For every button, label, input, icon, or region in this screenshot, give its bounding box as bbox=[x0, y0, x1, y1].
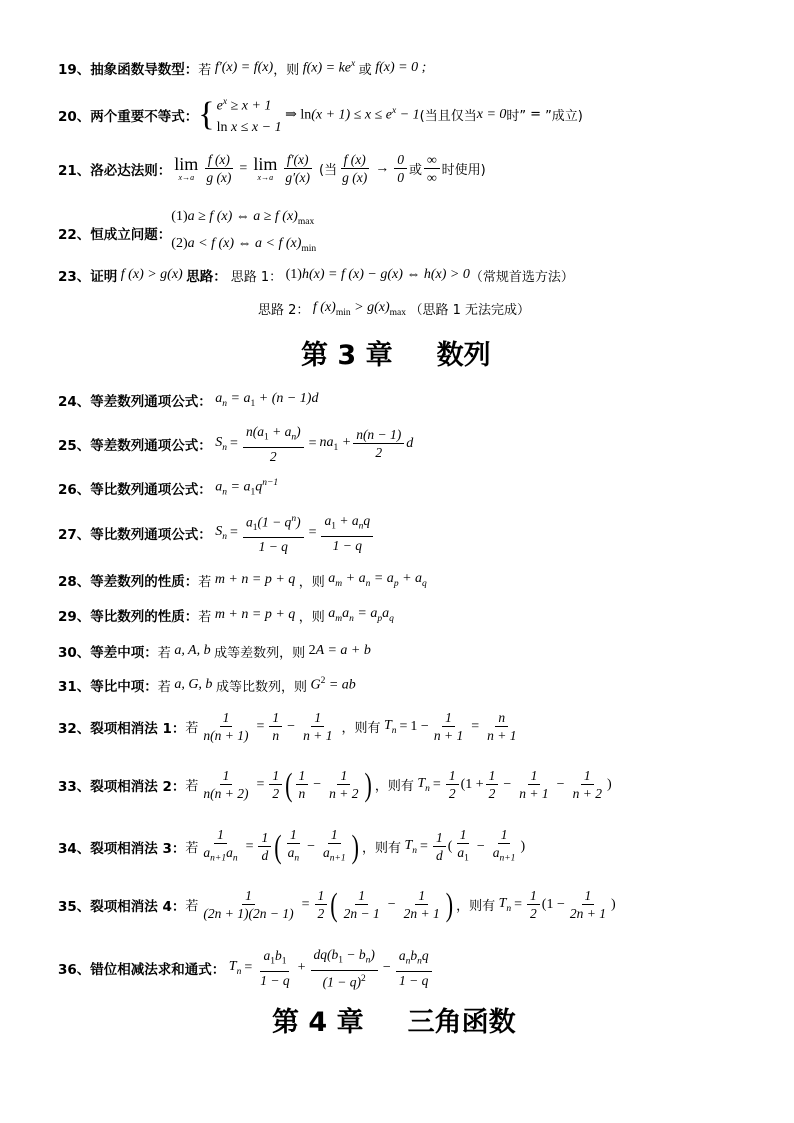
formula-geo-general-term: $a_n = a_1q^{n-1}$ bbox=[211, 478, 279, 498]
formula-item-29 bbox=[58, 605, 394, 625]
fraction-one-over-d: $\frac{1}{d}$ bbox=[433, 830, 446, 863]
fraction-result-b: $\frac{1}{n + 2}$ bbox=[572, 768, 602, 801]
text-or: 或 bbox=[358, 62, 372, 78]
fraction-last-term: $\frac{a_nb_nq}{1 - q}$ bbox=[396, 948, 432, 988]
item-number: 19、 bbox=[58, 62, 91, 78]
condition-max: (1)a ≥ f (x) ⇔ a ≥ f $(x)_{max}$ bbox=[171, 209, 315, 227]
idea-1-label: 思路 1： bbox=[230, 269, 283, 285]
item-title: 裂项相消法 1： bbox=[90, 720, 186, 737]
formula-derivative-eq: f′(x) = f(x) bbox=[211, 60, 274, 75]
fraction-result: $\frac{1}{2n + 1}$ bbox=[569, 888, 606, 921]
chapter-label: 第 3 章 bbox=[301, 340, 393, 371]
fraction-term: $\frac{1}{n(n + 1)}$ bbox=[203, 710, 249, 743]
fraction-zero-zero: $\frac{0}{0}$ bbox=[394, 152, 407, 185]
condition-equal-sign: = bbox=[530, 107, 542, 123]
text-then-have: ，则有 bbox=[341, 721, 381, 736]
formula-one: 1 − bbox=[410, 718, 429, 734]
item-number: 30、 bbox=[58, 645, 91, 661]
formula-idea-1: (1)h(x) = f (x) − g(x) ⇔ h(x) > 0 bbox=[285, 267, 470, 282]
formula-sum-symbol: $T_n$ bbox=[400, 837, 418, 856]
item-title: 等差数列通项公式： bbox=[90, 394, 212, 410]
fraction-first-term: $\frac{a_1b_1}{1 - q}$ bbox=[260, 948, 290, 988]
inequality-exp: $e^x \ge x + 1$ bbox=[216, 97, 272, 114]
formula-item-25: 25、 等差数列通项公式： $S_n$ = $\frac{n(a_1 + a_n)}{2}$ = $na_1$ + $\frac{n(n - 1)}{2}$ d bbox=[58, 424, 414, 464]
condition-x-zero: x = 0 bbox=[476, 106, 507, 122]
item-number: 29、 bbox=[58, 609, 91, 625]
formula-sum-symbol: $T_n$ bbox=[495, 895, 512, 914]
fraction-derivatives: $\frac{f'(x)}{g'(x)}$ bbox=[285, 152, 311, 185]
formula-item-33: 33、 裂项相消法 2： 若 $\frac{1}{n(n + 2)}$ = $\frac{1}{2}$ ( $\frac{1}{n}$ − $\frac{1}{n + 2}$ ) ，则有 $T_n$ = $\frac{1}{2}$ (1 + $\frac{1}{2}$ − $\frac{1}{n + 1}$ − $\frac{1}{n + 2}$ ) bbox=[58, 765, 612, 803]
fraction-part-a: $\frac{1}{n}$ bbox=[296, 768, 309, 801]
text-if: 若 bbox=[157, 679, 171, 695]
item-number: 33、 bbox=[58, 778, 91, 795]
condition-when: (当 bbox=[319, 163, 338, 178]
paren-close: ) bbox=[445, 885, 454, 923]
formula-geo-mean: $G^2$ = ab bbox=[306, 676, 356, 693]
constant-conditions bbox=[171, 206, 316, 260]
item-title: 裂项相消法 3： bbox=[90, 840, 186, 857]
formula-item-22 bbox=[58, 206, 316, 260]
item-title-idea: 思路： bbox=[186, 269, 227, 285]
fraction-part-b: $\frac{1}{n + 1}$ bbox=[303, 710, 333, 743]
fraction-part-b: $\frac{1}{a_{n+1}}$ bbox=[322, 827, 346, 864]
formula-item-34: 34、 裂项相消法 3： 若 $\frac{1}{a_{n+1}a_n}$ = $\frac{1}{d}$ ( $\frac{1}{a_n}$ − $\frac{1}{a_{n+1}}$ ) ，则有 $T_n$ = $\frac{1}{d}$ ( $\frac{1}{a_1}$ − $\frac{1}{a_{n+1}}$ ) bbox=[58, 827, 526, 865]
item-title: 等比中项： bbox=[90, 679, 158, 695]
formula-item-31 bbox=[58, 675, 356, 695]
formula-one: (1 − bbox=[541, 896, 565, 912]
fraction-result-a: $\frac{1}{n + 1}$ bbox=[519, 768, 549, 801]
fraction-part-b: $\frac{1}{2n + 1}$ bbox=[403, 888, 440, 921]
idea-2-note: （思路 1 无法完成） bbox=[409, 303, 531, 318]
text-then-have: ，则有 bbox=[374, 779, 414, 794]
formula-sum-symbol: $T_n$ bbox=[380, 717, 397, 736]
formula-one: (1 + bbox=[460, 776, 484, 792]
item-number: 35、 bbox=[58, 898, 91, 915]
text-if: 若 bbox=[185, 721, 199, 736]
item-number: 32、 bbox=[58, 720, 91, 737]
condition-when: 时” bbox=[506, 109, 527, 125]
formula-arith-sum-term: $na_1$ + bbox=[319, 434, 352, 453]
formula-f-gt-g: f (x) > g(x) bbox=[117, 267, 187, 282]
formula-close: ) bbox=[610, 896, 616, 912]
formula-close: ) bbox=[520, 838, 526, 854]
fraction-result-b: $\frac{1}{a_{n+1}}$ bbox=[492, 827, 516, 864]
item-title: 洛必达法则： bbox=[90, 162, 172, 179]
formula-item-36: 36、 错位相减法求和通式： $T_n$ = $\frac{a_1b_1}{1 - q}$ + $\frac{dq(b_1 - b_n)}{(1 - q)^2}$ − $\frac{a_nb_nq}{1 - q}$ bbox=[58, 947, 434, 989]
formula-item-35: 35、 裂项相消法 4： 若 $\frac{1}{(2n + 1)(2n - 1)}$ = $\frac{1}{2}$ ( $\frac{1}{2n - 1}$ − $\frac{1}{2n + 1}$ ) ，则有 $T_n$ = $\frac{1}{2}$ (1 − $\frac{1}{2n + 1}$ ) bbox=[58, 885, 616, 923]
inequality-system bbox=[217, 92, 282, 138]
formula-idea-2: f $(x)_{min} > g(x)_{max}$ bbox=[309, 299, 406, 318]
formula-item-24 bbox=[58, 390, 318, 410]
formula-arith-general-term: $a_n = a_1 + (n - 1)d$ bbox=[211, 391, 319, 409]
formula-item-21: 21、 洛必达法则： lim x→a $\frac{f (x)}{g (x)}$ = lim x→a $\frac{f'(x)}{g'(x)}$ (当 $\frac{f (x)}{g (x)}$ → $\frac{0}{0}$ 或 $\frac{\infty}{\infty}$ 时使用) bbox=[58, 152, 486, 185]
fraction-term: $\frac{1}{n(n + 2)}$ bbox=[203, 768, 249, 801]
item-number: 25、 bbox=[58, 437, 91, 454]
formula-sum-symbol: $T_n$ bbox=[225, 959, 242, 977]
text-condition: 成等差数列，则 bbox=[214, 645, 306, 661]
paren-close: ) bbox=[351, 827, 359, 865]
item-title: 等比数列通项公式： bbox=[90, 482, 212, 498]
formula-terms: a, G, b bbox=[170, 677, 216, 692]
fraction-result-a: $\frac{1}{a_1}$ bbox=[457, 827, 469, 864]
item-title: 两个重要不等式： bbox=[90, 108, 199, 125]
item-number: 28、 bbox=[58, 574, 91, 590]
item-title: 恒成立问题： bbox=[90, 226, 172, 243]
formula-sum-symbol: $S_n$ bbox=[211, 434, 228, 453]
formula-item-28 bbox=[58, 570, 427, 590]
formula-sum-symbol: $T_n$ bbox=[413, 775, 430, 794]
formula-item-26 bbox=[58, 478, 278, 498]
fraction-middle-term: $\frac{dq(b_1 - b_n)}{(1 - q)^2}$ bbox=[311, 947, 378, 989]
paren-close: ) bbox=[364, 765, 372, 803]
fraction-part-a: $\frac{1}{a_n}$ bbox=[287, 827, 300, 864]
fraction-half: $\frac{1}{2}$ bbox=[315, 888, 328, 921]
fraction-arith-sum-2: $\frac{n(n - 1)}{2}$ bbox=[353, 427, 404, 460]
formula-item-23 bbox=[58, 265, 574, 285]
item-title: 等比数列通项公式： bbox=[90, 527, 212, 544]
item-title: 等差中项： bbox=[90, 645, 158, 661]
fraction-half-2: $\frac{1}{2}$ bbox=[486, 768, 499, 801]
text-use: 时使用) bbox=[441, 163, 486, 178]
formula-geo-property: $a_ma_n = a_pa_q$ bbox=[324, 606, 394, 624]
fraction-part-b: $\frac{1}{n + 2}$ bbox=[329, 768, 359, 801]
fraction-term: $\frac{1}{(2n + 1)(2n - 1)}$ bbox=[203, 888, 294, 921]
formula-item-30 bbox=[58, 641, 371, 661]
formula-sum-symbol: $S_n$ bbox=[211, 524, 228, 542]
text-then: ，则 bbox=[298, 574, 325, 590]
item-title: 等比数列的性质： bbox=[90, 609, 199, 625]
limit-symbol: lim x→a bbox=[174, 154, 199, 182]
text-condition: 成等比数列，则 bbox=[215, 679, 307, 695]
fraction-part-a: $\frac{1}{2n - 1}$ bbox=[343, 888, 380, 921]
formula-d: d bbox=[406, 435, 414, 451]
paren-open: ( bbox=[285, 765, 293, 803]
condition-open: (当且仅当 bbox=[419, 109, 477, 125]
chapter-heading-4 bbox=[272, 1000, 516, 1039]
fraction-half: $\frac{1}{2}$ bbox=[446, 768, 459, 801]
inequality-ln: ln x ≤ x − 1 bbox=[216, 119, 282, 135]
fraction-half: $\frac{1}{2}$ bbox=[269, 768, 282, 801]
item-number: 21、 bbox=[58, 162, 91, 179]
fraction-arith-sum-1: $\frac{n(a_1 + a_n)}{2}$ bbox=[243, 424, 304, 464]
formula-item-19 bbox=[58, 58, 426, 78]
limit-symbol: lim x→a bbox=[253, 154, 278, 182]
formula-solution-zero: f(x) = 0 ; bbox=[371, 60, 427, 75]
text-if: 若 bbox=[198, 609, 212, 625]
formula-close: ) bbox=[606, 776, 612, 792]
formula-arith-mean: 2A = a + b bbox=[308, 643, 371, 658]
fraction-part-a: $\frac{1}{n}$ bbox=[269, 710, 282, 743]
text-then-have: ，则有 bbox=[361, 841, 401, 857]
fraction-inf-inf: $\frac{\infty}{\infty}$ bbox=[424, 152, 440, 185]
chapter-name: 数列 bbox=[436, 340, 491, 371]
text-if: 若 bbox=[185, 841, 199, 857]
item-title-prove: 证明 bbox=[90, 269, 118, 285]
text-if: 若 bbox=[185, 779, 199, 794]
fraction-half: $\frac{1}{2}$ bbox=[527, 888, 540, 921]
item-number: 20、 bbox=[58, 108, 91, 125]
formula-item-23-idea2 bbox=[258, 299, 530, 318]
paren-open: ( bbox=[274, 827, 282, 865]
text-if: 若 bbox=[198, 574, 212, 590]
fraction-geo-sum-1: $\frac{a_1(1 - q^n)}{1 - q}$ bbox=[243, 512, 304, 554]
text-if: 若 bbox=[157, 645, 171, 661]
formula-index-condition: m + n = p + q bbox=[211, 572, 299, 587]
fraction-result-final: $\frac{n}{n + 1}$ bbox=[487, 710, 517, 743]
fraction-one-over-d: $\frac{1}{d}$ bbox=[258, 830, 271, 863]
item-title: 裂项相消法 2： bbox=[90, 778, 186, 795]
item-number: 22、 bbox=[58, 226, 91, 243]
text-then: ，则 bbox=[273, 62, 300, 78]
formula-solution-exp: $f(x) = ke^x$ bbox=[299, 59, 356, 76]
text-if: 若 bbox=[185, 899, 199, 914]
item-title: 裂项相消法 4： bbox=[90, 898, 186, 915]
item-title: 抽象函数导数型： bbox=[90, 62, 199, 78]
brace-symbol: { bbox=[198, 95, 215, 133]
text-then: ，则 bbox=[298, 609, 325, 625]
formula-index-condition: m + n = p + q bbox=[211, 607, 299, 622]
item-number: 36、 bbox=[58, 962, 91, 979]
formula-combined-inequality: ⇒ $\ln(x + 1) \le x \le e^x - 1$ bbox=[281, 106, 420, 123]
item-title: 等差数列通项公式： bbox=[90, 437, 212, 454]
fraction-geo-sum-2: $\frac{a_1 + a_nq}{1 - q}$ bbox=[321, 513, 373, 553]
chapter-heading-3 bbox=[301, 333, 491, 372]
formula-item-27: 27、 等比数列通项公式： $S_n$ = $\frac{a_1(1 - q^n)}{1 - q}$ = $\frac{a_1 + a_nq}{1 - q}$ bbox=[58, 512, 375, 554]
formula-open: ( bbox=[447, 838, 453, 854]
chapter-label: 第 4 章 bbox=[272, 1007, 364, 1038]
chapter-name: 三角函数 bbox=[407, 1007, 516, 1038]
fraction-f-over-g: $\frac{f (x)}{g (x)}$ bbox=[342, 152, 368, 185]
item-number: 24、 bbox=[58, 394, 91, 410]
text-then-have: ，则有 bbox=[456, 899, 496, 914]
text-if: 若 bbox=[198, 62, 212, 78]
formula-arith-property: $a_m + a_n = a_p + a_q$ bbox=[324, 571, 427, 589]
idea-1-note: （常规首选方法） bbox=[469, 269, 574, 285]
formula-terms: a, A, b bbox=[170, 643, 215, 658]
fraction-term: $\frac{1}{a_{n+1}a_n}$ bbox=[203, 827, 238, 864]
idea-2-label: 思路 2： bbox=[258, 303, 310, 318]
item-number: 26、 bbox=[58, 482, 91, 498]
item-number: 31、 bbox=[58, 679, 91, 695]
formula-item-32: 32、 裂项相消法 1： 若 $\frac{1}{n(n + 1)}$ = $\frac{1}{n}$ − $\frac{1}{n + 1}$ ，则有 $T_n$ = 1 − $\frac{1}{n + 1}$ = $\frac{n}{n + 1}$ bbox=[58, 710, 521, 743]
condition-min: (2)a < f (x) ⇔ a < f $(x)_{min}$ bbox=[171, 235, 317, 254]
item-number: 27、 bbox=[58, 527, 91, 544]
item-number: 34、 bbox=[58, 840, 91, 857]
formula-item-20 bbox=[58, 92, 583, 138]
paren-open: ( bbox=[330, 885, 338, 923]
text-or: 或 bbox=[408, 163, 422, 178]
item-title: 等差数列的性质： bbox=[90, 574, 199, 590]
condition-holds: ”成立) bbox=[545, 109, 583, 125]
item-title: 错位相减法求和通式： bbox=[90, 962, 226, 979]
item-number: 23、 bbox=[58, 269, 91, 285]
fraction-f-over-g: $\frac{f (x)}{g (x)}$ bbox=[206, 152, 232, 185]
fraction-result: $\frac{1}{n + 1}$ bbox=[433, 710, 464, 743]
